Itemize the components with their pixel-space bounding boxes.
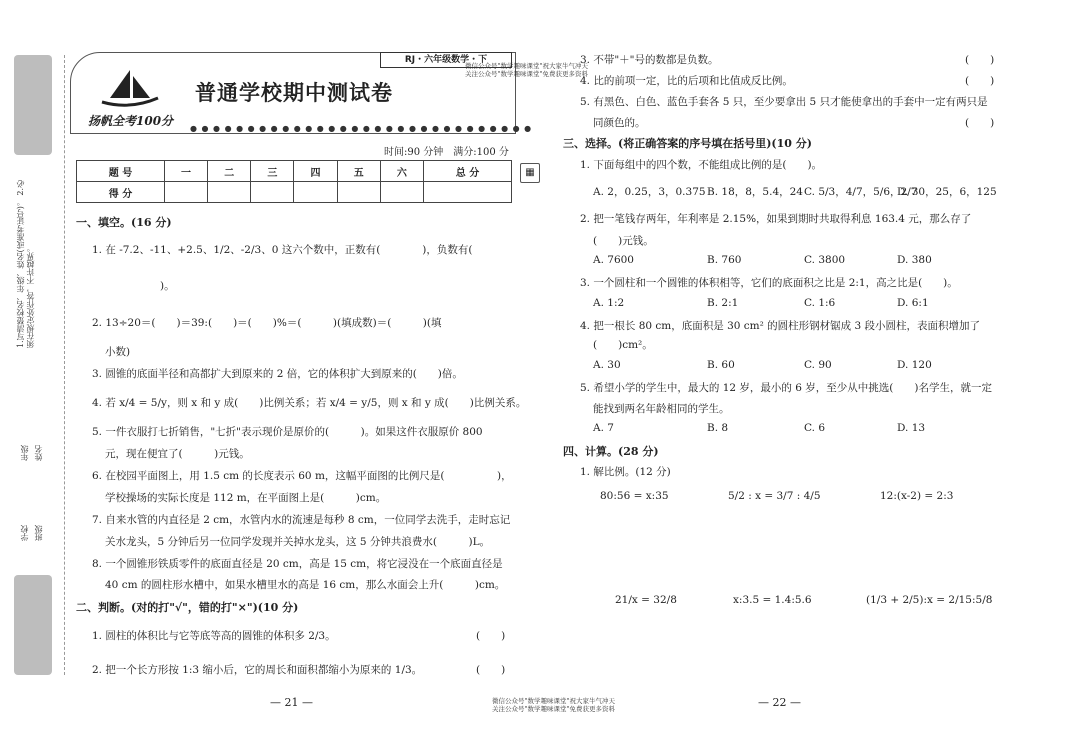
question-1-line2: )。 bbox=[160, 280, 175, 292]
section-calculation: 四、计算。(28 分) bbox=[563, 445, 659, 458]
score-input-cell[interactable] bbox=[337, 182, 380, 203]
choice-2-option-a: A. 7600 bbox=[593, 254, 634, 266]
equation-2: 5/2 : x = 3/7 : 4/5 bbox=[728, 490, 821, 502]
score-input-cell[interactable] bbox=[208, 182, 251, 203]
choice-5-option-b: B. 8 bbox=[707, 422, 729, 434]
question-1-line1: 1. 在 -7.2、-11、+2.5、1/2、-2/3、0 这六个数中，正数有( )，负数有( bbox=[92, 244, 473, 256]
equation-6: (1/3 + 2/5):x = 2/15:5/8 bbox=[866, 594, 993, 606]
brand-name: 扬帆全考100分 bbox=[88, 114, 174, 128]
grid-icon[interactable]: ▦ bbox=[520, 163, 540, 183]
choice-5-line2: 能找到两名年龄相同的学生。 bbox=[593, 403, 730, 415]
judge-5-paren[interactable]: ( ) bbox=[965, 117, 995, 129]
choice-2-line2: ( )元钱。 bbox=[593, 235, 654, 247]
choice-2-option-d: D. 380 bbox=[897, 254, 932, 266]
score-cell: 五 bbox=[337, 161, 380, 182]
choice-3-option-c: C. 1:6 bbox=[804, 297, 836, 309]
choice-5-option-a: A. 7 bbox=[593, 422, 614, 434]
judge-3-paren[interactable]: ( ) bbox=[965, 54, 995, 66]
equation-3: 12:(x-2) = 2:3 bbox=[880, 490, 954, 502]
watermark-top-line2: 关注公众号"数学趣味课堂"免费获更多资料 bbox=[465, 70, 588, 78]
judge-5-line2: 同颜色的。 bbox=[593, 117, 646, 129]
choice-4-option-d: D. 120 bbox=[897, 359, 932, 371]
question-2-line1: 2. 13÷20＝( )＝39:( )＝( )%＝( )(填成数)＝( )(填 bbox=[92, 317, 442, 329]
question-2-line2: 小数) bbox=[105, 346, 131, 358]
page-number-right: — 22 — bbox=[758, 696, 801, 709]
choice-3-option-a: A. 1:2 bbox=[593, 297, 625, 309]
question-8-line2: 40 cm 的圆柱形水槽中，如果水槽里水的高是 16 cm，那么水面会上升( )cm。 bbox=[105, 579, 506, 591]
score-cell: 题 号 bbox=[77, 161, 165, 182]
choice-1-option-b: B. 18，8，5.4，24 bbox=[707, 186, 803, 198]
score-cell: 三 bbox=[251, 161, 294, 182]
question-3: 3. 圆锥的底面半径和高都扩大到原来的 2 倍，它的体积扩大到原来的( )倍。 bbox=[92, 368, 463, 380]
score-cell: 得 分 bbox=[77, 182, 165, 203]
score-input-cell[interactable] bbox=[294, 182, 337, 203]
choice-3-option-b: B. 2:1 bbox=[707, 297, 739, 309]
score-cell: 六 bbox=[380, 161, 423, 182]
choice-2-line1: 2. 把一笔钱存两年，年利率是 2.15%，如果到期时共取得利息 163.4 元，那么存了 bbox=[580, 213, 972, 225]
score-input-cell[interactable] bbox=[423, 182, 511, 203]
question-8-line1: 8. 一个圆锥形铁质零件的底面直径是 20 cm，高是 15 cm，将它浸没在一个底面直径是 bbox=[92, 558, 503, 570]
score-input-cell[interactable] bbox=[164, 182, 207, 203]
question-6-line2: 学校操场的实际长度是 112 m，在平面图上是( )cm。 bbox=[105, 492, 387, 504]
sidebar-gray-block-top bbox=[14, 55, 52, 155]
dotted-divider: ● ● ● ● ● ● ● ● ● ● ● ● ● ● ● ● ● ● ● ● ● ● ● ● ● ● ● ● ● ● bbox=[190, 124, 533, 133]
score-cell: 一 bbox=[164, 161, 207, 182]
sidebar-gray-block-bottom bbox=[14, 575, 52, 675]
judge-4: 4. 比的前项一定，比的后项和比值成反比例。 bbox=[580, 75, 793, 87]
choice-1-option-c: C. 5/3，4/7，5/6，2/7 bbox=[804, 186, 918, 198]
score-cell: 总 分 bbox=[423, 161, 511, 182]
sailboat-logo-icon bbox=[100, 68, 160, 110]
section-fill-blank: 一、填空。(16 分) bbox=[76, 216, 172, 229]
sidebar-notice: 1.写清楚校名、年级、姓名(或准考证号)。 2.必须在规定处作答，不许越界。 bbox=[16, 179, 35, 348]
choice-4-option-a: A. 30 bbox=[593, 359, 621, 371]
question-5-line1: 5. 一件衣服打七折销售，"七折"表示现价是原价的( )。如果这件衣服原价 800 bbox=[92, 426, 483, 438]
choice-5-option-d: D. 13 bbox=[897, 422, 926, 434]
calc-part-1: 1. 解比例。(12 分) bbox=[580, 466, 671, 478]
question-7-line1: 7. 自来水管的内直径是 2 cm，水管内水的流速是每秒 8 cm，一位同学去洗手，走时忘记 bbox=[92, 514, 511, 526]
page-number-left: — 21 — bbox=[270, 696, 313, 709]
choice-1-option-d: D. 30，25，6，125 bbox=[897, 186, 997, 198]
choice-5-line1: 5. 希望小学的学生中，最大的 12 岁，最小的 6 岁，至少从中挑选( )名学生，就一定 bbox=[580, 382, 992, 394]
choice-1-option-a: A. 2，0.25，3，0.375 bbox=[593, 186, 706, 198]
equation-5: x:3.5 = 1.4:5.6 bbox=[733, 594, 812, 606]
sidebar-field-name: 姓名 bbox=[34, 445, 43, 461]
binding-sidebar bbox=[14, 55, 52, 675]
equation-4: 21/x = 32/8 bbox=[615, 594, 677, 606]
watermark-top-line1: 微信公众号"数学趣味课堂"祝大家牛气冲天 bbox=[465, 62, 588, 70]
judge-2: 2. 把一个长方形按 1:3 缩小后，它的周长和面积都缩小为原来的 1/3。 bbox=[92, 664, 423, 676]
choice-4-line2: ( )cm²。 bbox=[593, 339, 653, 351]
score-table bbox=[76, 160, 512, 203]
section-true-false: 二、判断。(对的打"√"，错的打"×")(10 分) bbox=[76, 601, 299, 614]
question-7-line2: 关水龙头，5 分钟后另一位同学发现并关掉水龙头，这 5 分钟共浪费水( )L。 bbox=[105, 536, 491, 548]
score-table-header-row bbox=[77, 161, 512, 182]
choice-2-option-c: C. 3800 bbox=[804, 254, 846, 266]
choice-3-option-d: D. 6:1 bbox=[897, 297, 929, 309]
score-table-score-row bbox=[77, 182, 512, 203]
section-choice: 三、选择。(将正确答案的序号填在括号里)(10 分) bbox=[563, 137, 812, 150]
choice-4-option-b: B. 60 bbox=[707, 359, 735, 371]
watermark-bottom-line2: 关注公众号"数学趣味课堂"免费获更多资料 bbox=[492, 705, 615, 713]
judge-4-paren[interactable]: ( ) bbox=[965, 75, 995, 87]
choice-4-option-c: C. 90 bbox=[804, 359, 832, 371]
judge-1: 1. 圆柱的体积比与它等底等高的圆锥的体积多 2/3。 bbox=[92, 630, 336, 642]
question-5-line2: 元，现在便宜了( )元钱。 bbox=[105, 448, 250, 460]
score-input-cell[interactable] bbox=[251, 182, 294, 203]
choice-2-option-b: B. 760 bbox=[707, 254, 742, 266]
watermark-bottom-line1: 微信公众号"数学趣味课堂"祝大家牛气冲天 bbox=[492, 697, 615, 705]
question-4: 4. 若 x/4 = 5/y，则 x 和 y 成( )比例关系；若 x/4 = y/5，则 x 和 y 成( )比例关系。 bbox=[92, 397, 527, 409]
sidebar-field-class: 班级 bbox=[34, 525, 43, 541]
time-info: 时间:90 分钟 满分:100 分 bbox=[384, 147, 509, 158]
sidebar-field-school: 学校 bbox=[20, 525, 29, 541]
score-cell: 四 bbox=[294, 161, 337, 182]
grade-tag: RJ・六年级数学・下 bbox=[380, 52, 512, 68]
score-cell: 二 bbox=[208, 161, 251, 182]
sidebar-field-grade: 年级 bbox=[20, 445, 29, 461]
score-input-cell[interactable] bbox=[380, 182, 423, 203]
judge-3: 3. 不带"＋"号的数都是负数。 bbox=[580, 54, 719, 66]
choice-4-line1: 4. 把一根长 80 cm，底面积是 30 cm² 的圆柱形钢材锯成 3 段小圆柱，表面积增加了 bbox=[580, 320, 981, 332]
choice-5-option-c: C. 6 bbox=[804, 422, 826, 434]
question-6-line1: 6. 在校园平面图上，用 1.5 cm 的长度表示 60 m，这幅平面图的比例尺是( )， bbox=[92, 470, 512, 482]
judge-2-paren[interactable]: ( ) bbox=[476, 664, 506, 676]
page-title: 普通学校期中测试卷 bbox=[195, 81, 393, 105]
choice-3: 3. 一个圆柱和一个圆锥的体积相等，它们的底面积之比是 2:1，高之比是( )。 bbox=[580, 277, 958, 289]
equation-1: 80:56 = x:35 bbox=[600, 490, 669, 502]
cut-line bbox=[64, 55, 65, 675]
choice-1: 1. 下面每组中的四个数，不能组成比例的是( )。 bbox=[580, 159, 823, 171]
judge-1-paren[interactable]: ( ) bbox=[476, 630, 506, 642]
judge-5-line1: 5. 有黑色、白色、蓝色手套各 5 只，至少要拿出 5 只才能使拿出的手套中一定有两只是 bbox=[580, 96, 988, 108]
